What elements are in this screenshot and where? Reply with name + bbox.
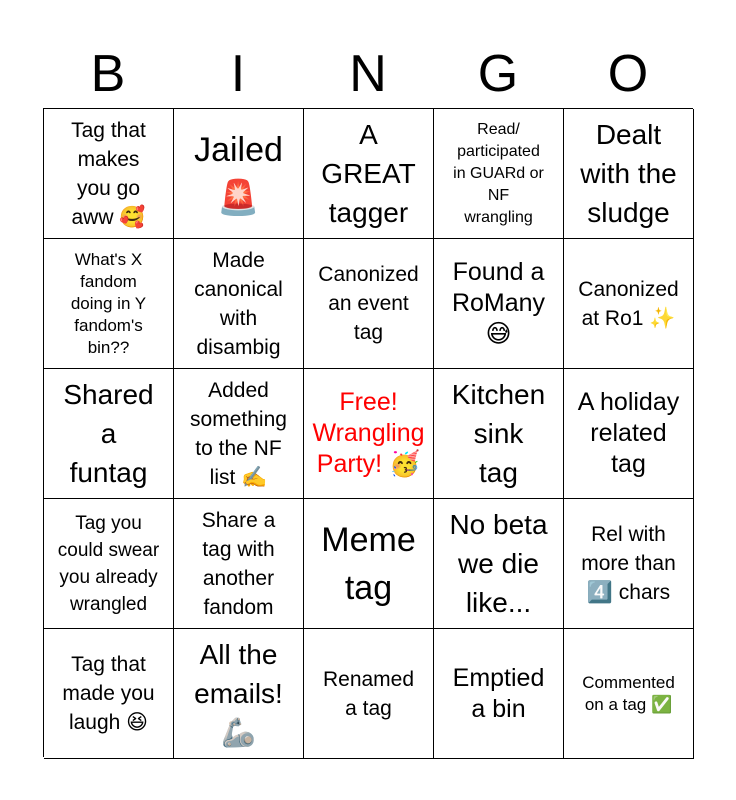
cell-text: Share a tag with another fandom bbox=[201, 508, 276, 619]
bingo-cell-r5c1[interactable] bbox=[44, 629, 174, 759]
header-letter-i: I bbox=[230, 45, 246, 103]
cell-text: All the emails! 🦾 bbox=[194, 639, 283, 748]
bingo-cell-r1c3[interactable] bbox=[304, 109, 434, 239]
cell-text: What's X fandom doing in Y fandom's bin?? bbox=[70, 249, 147, 357]
cell-text: No beta we die like... bbox=[449, 509, 548, 618]
bingo-cell-r4c2[interactable] bbox=[174, 499, 304, 629]
bingo-cell-r2c2[interactable] bbox=[174, 239, 304, 369]
cell-text: Renamed a tag bbox=[322, 667, 415, 720]
cell-text: Canonized an event tag bbox=[318, 263, 419, 344]
bingo-board bbox=[43, 108, 693, 757]
cell-text: Found a RoMany 😅 bbox=[451, 258, 546, 348]
bingo-cell-r5c5[interactable] bbox=[564, 629, 694, 759]
bingo-cell-r1c4[interactable] bbox=[434, 109, 564, 239]
header-letter-o: O bbox=[607, 45, 649, 103]
header-letter-b: B bbox=[90, 45, 126, 103]
bingo-cell-r2c5[interactable] bbox=[564, 239, 694, 369]
cell-text: Added something to the NF list ✍️ bbox=[190, 378, 287, 489]
bingo-cell-r2c4[interactable] bbox=[434, 239, 564, 369]
bingo-cell-r5c4[interactable] bbox=[434, 629, 564, 759]
cell-text: Shared a funtag bbox=[63, 379, 154, 488]
bingo-cell-r2c1[interactable] bbox=[44, 239, 174, 369]
cell-text: A GREAT tagger bbox=[321, 119, 416, 228]
bingo-cell-free[interactable] bbox=[304, 369, 434, 499]
cell-text: Jailed 🚨 bbox=[194, 130, 283, 217]
bingo-cell-r3c5[interactable] bbox=[564, 369, 694, 499]
cell-text: Dealt with the sludge bbox=[580, 119, 677, 228]
bingo-cell-r4c5[interactable] bbox=[564, 499, 694, 629]
bingo-cell-r5c3[interactable] bbox=[304, 629, 434, 759]
bingo-cell-r1c1[interactable] bbox=[44, 109, 174, 239]
header-letter-g: G bbox=[477, 45, 519, 103]
cell-text: Meme tag bbox=[321, 520, 416, 607]
bingo-cell-r1c5[interactable] bbox=[564, 109, 694, 239]
bingo-cell-r1c2[interactable] bbox=[174, 109, 304, 239]
cell-text: Canonized at Ro1 ✨ bbox=[578, 277, 679, 330]
cell-text: Tag that made you laugh 😆 bbox=[62, 653, 155, 734]
cell-text: Free! Wrangling Party! 🥳 bbox=[312, 388, 425, 478]
cell-text: Made canonical with disambig bbox=[194, 248, 283, 359]
bingo-header bbox=[43, 40, 693, 108]
cell-text: Rel with more than 4️⃣ chars bbox=[581, 523, 676, 604]
cell-text: Commented on a tag ✅ bbox=[582, 672, 675, 714]
bingo-cell-r2c3[interactable] bbox=[304, 239, 434, 369]
cell-text: Emptied a bin bbox=[452, 663, 545, 723]
bingo-cell-r3c1[interactable] bbox=[44, 369, 174, 499]
bingo-cell-r5c2[interactable] bbox=[174, 629, 304, 759]
bingo-cell-r4c3[interactable] bbox=[304, 499, 434, 629]
cell-text: Tag you could swear you already wrangled bbox=[57, 512, 160, 615]
cell-text: A holiday related tag bbox=[577, 388, 680, 478]
bingo-cell-r4c1[interactable] bbox=[44, 499, 174, 629]
header-letter-n: N bbox=[349, 45, 387, 103]
bingo-cell-r3c2[interactable] bbox=[174, 369, 304, 499]
cell-text: Read/ participated in GUARd or NF wrangling bbox=[453, 120, 544, 226]
bingo-cell-r3c4[interactable] bbox=[434, 369, 564, 499]
bingo-cell-r4c4[interactable] bbox=[434, 499, 564, 629]
cell-text: Tag that makes you go aww 🥰 bbox=[71, 118, 146, 229]
cell-text: Kitchen sink tag bbox=[451, 379, 546, 488]
